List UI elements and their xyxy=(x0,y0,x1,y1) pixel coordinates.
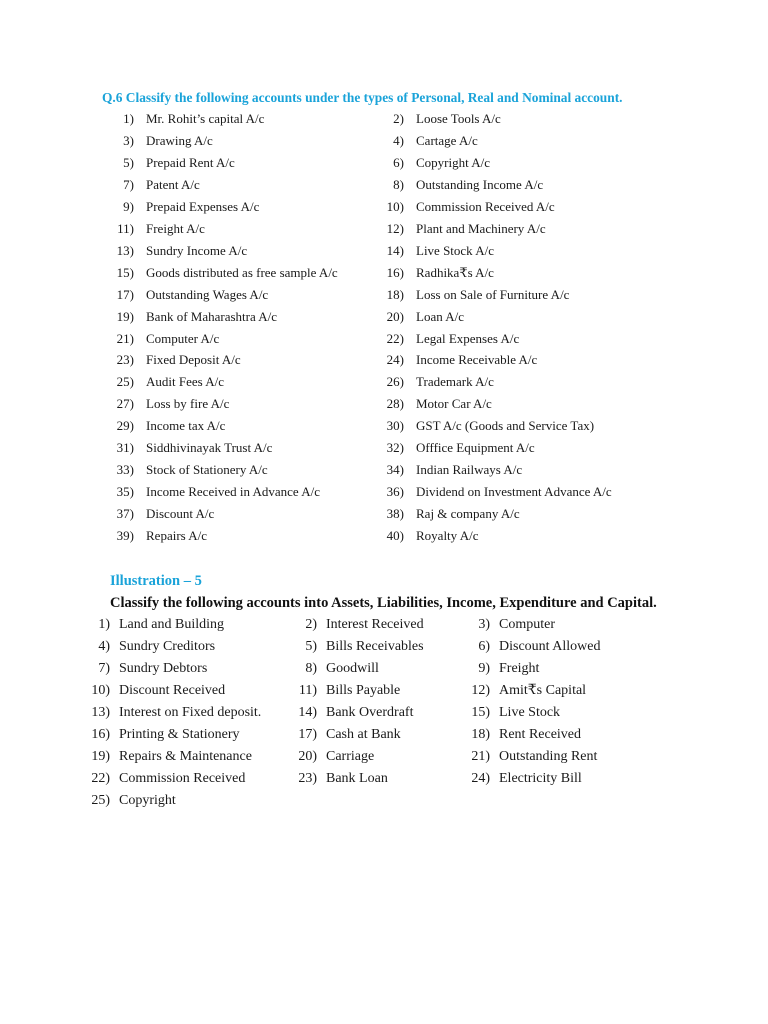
q6-list-item xyxy=(374,396,492,412)
item-number: 24) xyxy=(386,352,404,368)
item-number: 20) xyxy=(386,308,404,324)
item-number: 20) xyxy=(298,749,317,764)
q6-list-item xyxy=(104,462,268,478)
illustration-list-item xyxy=(466,726,581,744)
account-name: Outstanding Wages A/c xyxy=(146,286,269,302)
illustration-list-item xyxy=(293,682,400,700)
item-number: 16) xyxy=(91,727,110,742)
account-name: Indian Railways A/c xyxy=(416,462,523,478)
item-number: 5) xyxy=(305,639,317,654)
item-number: 14) xyxy=(298,705,317,720)
item-number: 7) xyxy=(98,661,110,676)
illustration-list-item xyxy=(466,748,597,766)
item-number: 1) xyxy=(98,617,110,632)
account-name: Commission Received A/c xyxy=(416,198,555,214)
item-number: 23) xyxy=(298,771,317,786)
account-name: Outstanding Income A/c xyxy=(416,176,544,192)
q6-list-item xyxy=(374,352,537,368)
item-number: 25) xyxy=(91,793,110,808)
q6-list-item xyxy=(104,177,200,193)
item-number: 7) xyxy=(123,176,134,192)
item-number: 35) xyxy=(116,484,134,500)
q6-list-item xyxy=(374,265,494,281)
item-number: 12) xyxy=(471,683,490,698)
item-number: 10) xyxy=(91,683,110,698)
account-name: Bills Receivables xyxy=(326,639,424,654)
item-number: 18) xyxy=(386,286,404,302)
item-number: 11) xyxy=(298,683,317,698)
q6-list-item xyxy=(104,155,235,171)
account-name: Bank Overdraft xyxy=(326,705,414,720)
account-name: Rent Received xyxy=(499,727,582,742)
item-number: 25) xyxy=(116,374,134,390)
q6-list-item xyxy=(104,199,259,215)
item-number: 5) xyxy=(123,154,134,170)
q6-list-item xyxy=(374,331,519,347)
item-number: 21) xyxy=(471,749,490,764)
item-number: 32) xyxy=(386,440,404,456)
item-number: 22) xyxy=(386,330,404,346)
item-number: 13) xyxy=(91,705,110,720)
illustration-list-item xyxy=(86,770,245,788)
illustration-list-item xyxy=(293,770,388,788)
account-name: Royalty A/c xyxy=(416,528,479,544)
q6-list-item xyxy=(374,528,478,544)
illustration-list-item xyxy=(86,748,252,766)
account-name: Radhika₹s A/c xyxy=(416,264,494,280)
item-number: 19) xyxy=(116,308,134,324)
q6-list-item xyxy=(374,506,520,522)
item-number: 34) xyxy=(386,462,404,478)
account-name: Computer A/c xyxy=(146,330,220,346)
q6-list-item xyxy=(104,133,213,149)
q6-list-item xyxy=(374,221,546,237)
item-number: 18) xyxy=(471,727,490,742)
illustration-list-item xyxy=(293,616,424,634)
item-number: 17) xyxy=(298,727,317,742)
account-name: Stock of Stationery A/c xyxy=(146,462,268,478)
account-name: Cartage A/c xyxy=(416,132,478,148)
item-number: 4) xyxy=(393,132,404,148)
account-name: Siddhivinayak Trust A/c xyxy=(146,440,273,456)
illustration-list-item xyxy=(86,726,240,744)
item-number: 38) xyxy=(386,506,404,522)
q6-list-item xyxy=(104,352,241,368)
item-number: 15) xyxy=(471,705,490,720)
account-name: Dividend on Investment Advance A/c xyxy=(416,484,612,500)
item-number: 24) xyxy=(471,771,490,786)
account-name: Land and Building xyxy=(119,617,224,632)
account-name: Sundry Creditors xyxy=(119,639,216,654)
q6-list-item xyxy=(104,287,268,303)
account-name: Live Stock xyxy=(499,705,561,720)
item-number: 23) xyxy=(116,352,134,368)
item-number: 16) xyxy=(386,264,404,280)
q6-list-item xyxy=(374,199,555,215)
item-number: 13) xyxy=(116,242,134,258)
illustration-list-item xyxy=(86,638,215,656)
q6-list-item xyxy=(104,221,205,237)
item-number: 1) xyxy=(123,111,134,126)
item-number: 8) xyxy=(305,661,317,676)
illustration-list-item xyxy=(293,704,413,722)
item-number: 10) xyxy=(386,198,404,214)
account-name: Live Stock A/c xyxy=(416,242,494,258)
account-name: Freight A/c xyxy=(146,220,205,236)
account-name: Loss on Sale of Furniture A/c xyxy=(416,286,570,302)
item-number: 40) xyxy=(386,528,404,544)
illustration-list-item xyxy=(86,704,261,722)
account-name: Commission Received xyxy=(119,771,246,786)
account-name: Goodwill xyxy=(326,661,379,676)
item-number: 4) xyxy=(98,639,110,654)
item-number: 9) xyxy=(123,198,134,214)
item-number: 6) xyxy=(393,154,404,170)
item-number: 17) xyxy=(116,286,134,302)
account-name: Prepaid Rent A/c xyxy=(146,154,235,170)
illustration-list-item xyxy=(466,660,539,678)
q6-list-item xyxy=(374,309,464,325)
q6-list-item xyxy=(104,331,219,347)
q6-list-item xyxy=(374,374,494,390)
illustration-list-item xyxy=(293,660,379,678)
account-name: Sundry Income A/c xyxy=(146,242,248,258)
account-name: Repairs & Maintenance xyxy=(119,749,252,764)
item-number: 22) xyxy=(91,771,110,786)
item-number: 9) xyxy=(478,661,490,676)
account-name: Copyright A/c xyxy=(416,154,491,170)
item-number: 14) xyxy=(386,242,404,258)
q6-list-item xyxy=(104,265,338,281)
account-name: Audit Fees A/c xyxy=(146,374,224,390)
q6-heading: Q.6 Classify the following accounts under the types of Personal, Real and Nominal account. xyxy=(102,90,623,105)
q6-list-item xyxy=(104,418,225,434)
illustration-list-item xyxy=(293,748,374,766)
item-number: 29) xyxy=(116,418,134,434)
item-number: 19) xyxy=(91,749,110,764)
account-name: Loan A/c xyxy=(416,308,465,324)
q6-list-item xyxy=(104,440,272,456)
account-name: Loss by fire A/c xyxy=(146,396,230,412)
account-name: Carriage xyxy=(326,749,375,764)
account-name: Repairs A/c xyxy=(146,528,208,544)
account-name: Copyright xyxy=(119,793,176,808)
q6-list-item xyxy=(104,484,320,500)
account-name: Legal Expenses A/c xyxy=(416,330,520,346)
account-name: Bills Payable xyxy=(326,683,401,698)
illustration-heading: Illustration – 5 xyxy=(110,573,202,589)
account-name: Amit₹s Capital xyxy=(499,683,587,698)
item-number: 6) xyxy=(478,639,490,654)
account-name: Motor Car A/c xyxy=(416,396,492,412)
illustration-list-item xyxy=(293,638,424,656)
account-name: Offfice Equipment A/c xyxy=(416,440,535,456)
illustration-instruction: Classify the following accounts into Assets, Liabilities, Income, Expenditure and Capital. xyxy=(110,595,657,611)
item-number: 27) xyxy=(116,396,134,412)
q6-list-item xyxy=(104,528,207,544)
illustration-list-item xyxy=(466,616,555,634)
account-name: Income Receivable A/c xyxy=(416,352,538,368)
q6-list-item xyxy=(104,374,224,390)
account-name: Interest on Fixed deposit. xyxy=(119,705,262,720)
account-name: Income tax A/c xyxy=(146,418,226,434)
account-name: Prepaid Expenses A/c xyxy=(146,198,260,214)
account-name: Bank of Maharashtra A/c xyxy=(146,308,278,324)
q6-list-item xyxy=(104,396,229,412)
account-name: Raj & company A/c xyxy=(416,506,520,522)
item-number: 2) xyxy=(393,111,404,126)
account-name: Printing & Stationery xyxy=(119,727,240,742)
account-name: Discount Received xyxy=(119,683,226,698)
item-number: 31) xyxy=(116,440,134,456)
q6-list-item xyxy=(104,506,214,522)
item-number: 15) xyxy=(116,264,134,280)
q6-list-item xyxy=(374,243,494,259)
item-number: 3) xyxy=(123,132,134,148)
account-name: Freight xyxy=(499,661,540,676)
q6-list-item xyxy=(374,287,569,303)
q6-list-item xyxy=(374,133,478,149)
q6-list-item xyxy=(374,155,490,171)
illustration-list-item xyxy=(466,770,582,788)
illustration-list-item xyxy=(86,660,207,678)
item-number: 26) xyxy=(386,374,404,390)
illustration-list-item xyxy=(293,726,401,744)
illustration-list-item xyxy=(466,682,586,700)
item-number: 28) xyxy=(386,396,404,412)
q6-list-item xyxy=(374,177,543,193)
account-name: Trademark A/c xyxy=(416,374,494,390)
item-number: 36) xyxy=(386,484,404,500)
q6-list-item xyxy=(374,462,522,478)
item-number: 12) xyxy=(386,220,404,236)
account-name: Loose Tools A/c xyxy=(416,111,501,126)
account-name: Discount Allowed xyxy=(499,639,601,654)
account-name: Income Received in Advance A/c xyxy=(146,484,320,500)
account-name: Cash at Bank xyxy=(326,727,401,742)
q6-list-item xyxy=(374,418,594,434)
item-number: 39) xyxy=(116,528,134,544)
account-name: Discount A/c xyxy=(146,506,215,522)
account-name: Bank Loan xyxy=(326,771,388,786)
illustration-list-item xyxy=(86,682,225,700)
account-name: Sundry Debtors xyxy=(119,661,208,676)
account-name: Patent A/c xyxy=(146,176,200,192)
item-number: 33) xyxy=(116,462,134,478)
q6-list-item xyxy=(104,309,277,325)
account-name: GST A/c (Goods and Service Tax) xyxy=(416,418,595,434)
illustration-list-item xyxy=(86,792,176,810)
account-name: Fixed Deposit A/c xyxy=(146,352,241,368)
account-name: Computer xyxy=(499,617,555,632)
item-number: 21) xyxy=(116,330,134,346)
item-number: 3) xyxy=(478,617,490,632)
account-name: Interest Received xyxy=(326,617,424,632)
item-number: 11) xyxy=(117,220,134,236)
item-number: 30) xyxy=(386,418,404,434)
item-number: 2) xyxy=(305,617,317,632)
q6-list-item xyxy=(374,111,501,127)
account-name: Mr. Rohit’s capital A/c xyxy=(146,111,265,126)
account-name: Outstanding Rent xyxy=(499,749,598,764)
illustration-list-item xyxy=(86,616,224,634)
item-number: 37) xyxy=(116,506,134,522)
q6-list-item xyxy=(374,440,535,456)
illustration-list-item xyxy=(466,638,601,656)
q6-list-item xyxy=(374,484,612,500)
account-name: Drawing A/c xyxy=(146,132,213,148)
q6-list-item xyxy=(104,111,264,127)
item-number: 8) xyxy=(393,176,404,192)
account-name: Plant and Machinery A/c xyxy=(416,220,546,236)
account-name: Goods distributed as free sample A/c xyxy=(146,264,338,280)
account-name: Electricity Bill xyxy=(499,771,582,786)
q6-list-item xyxy=(104,243,247,259)
illustration-list-item xyxy=(466,704,560,722)
